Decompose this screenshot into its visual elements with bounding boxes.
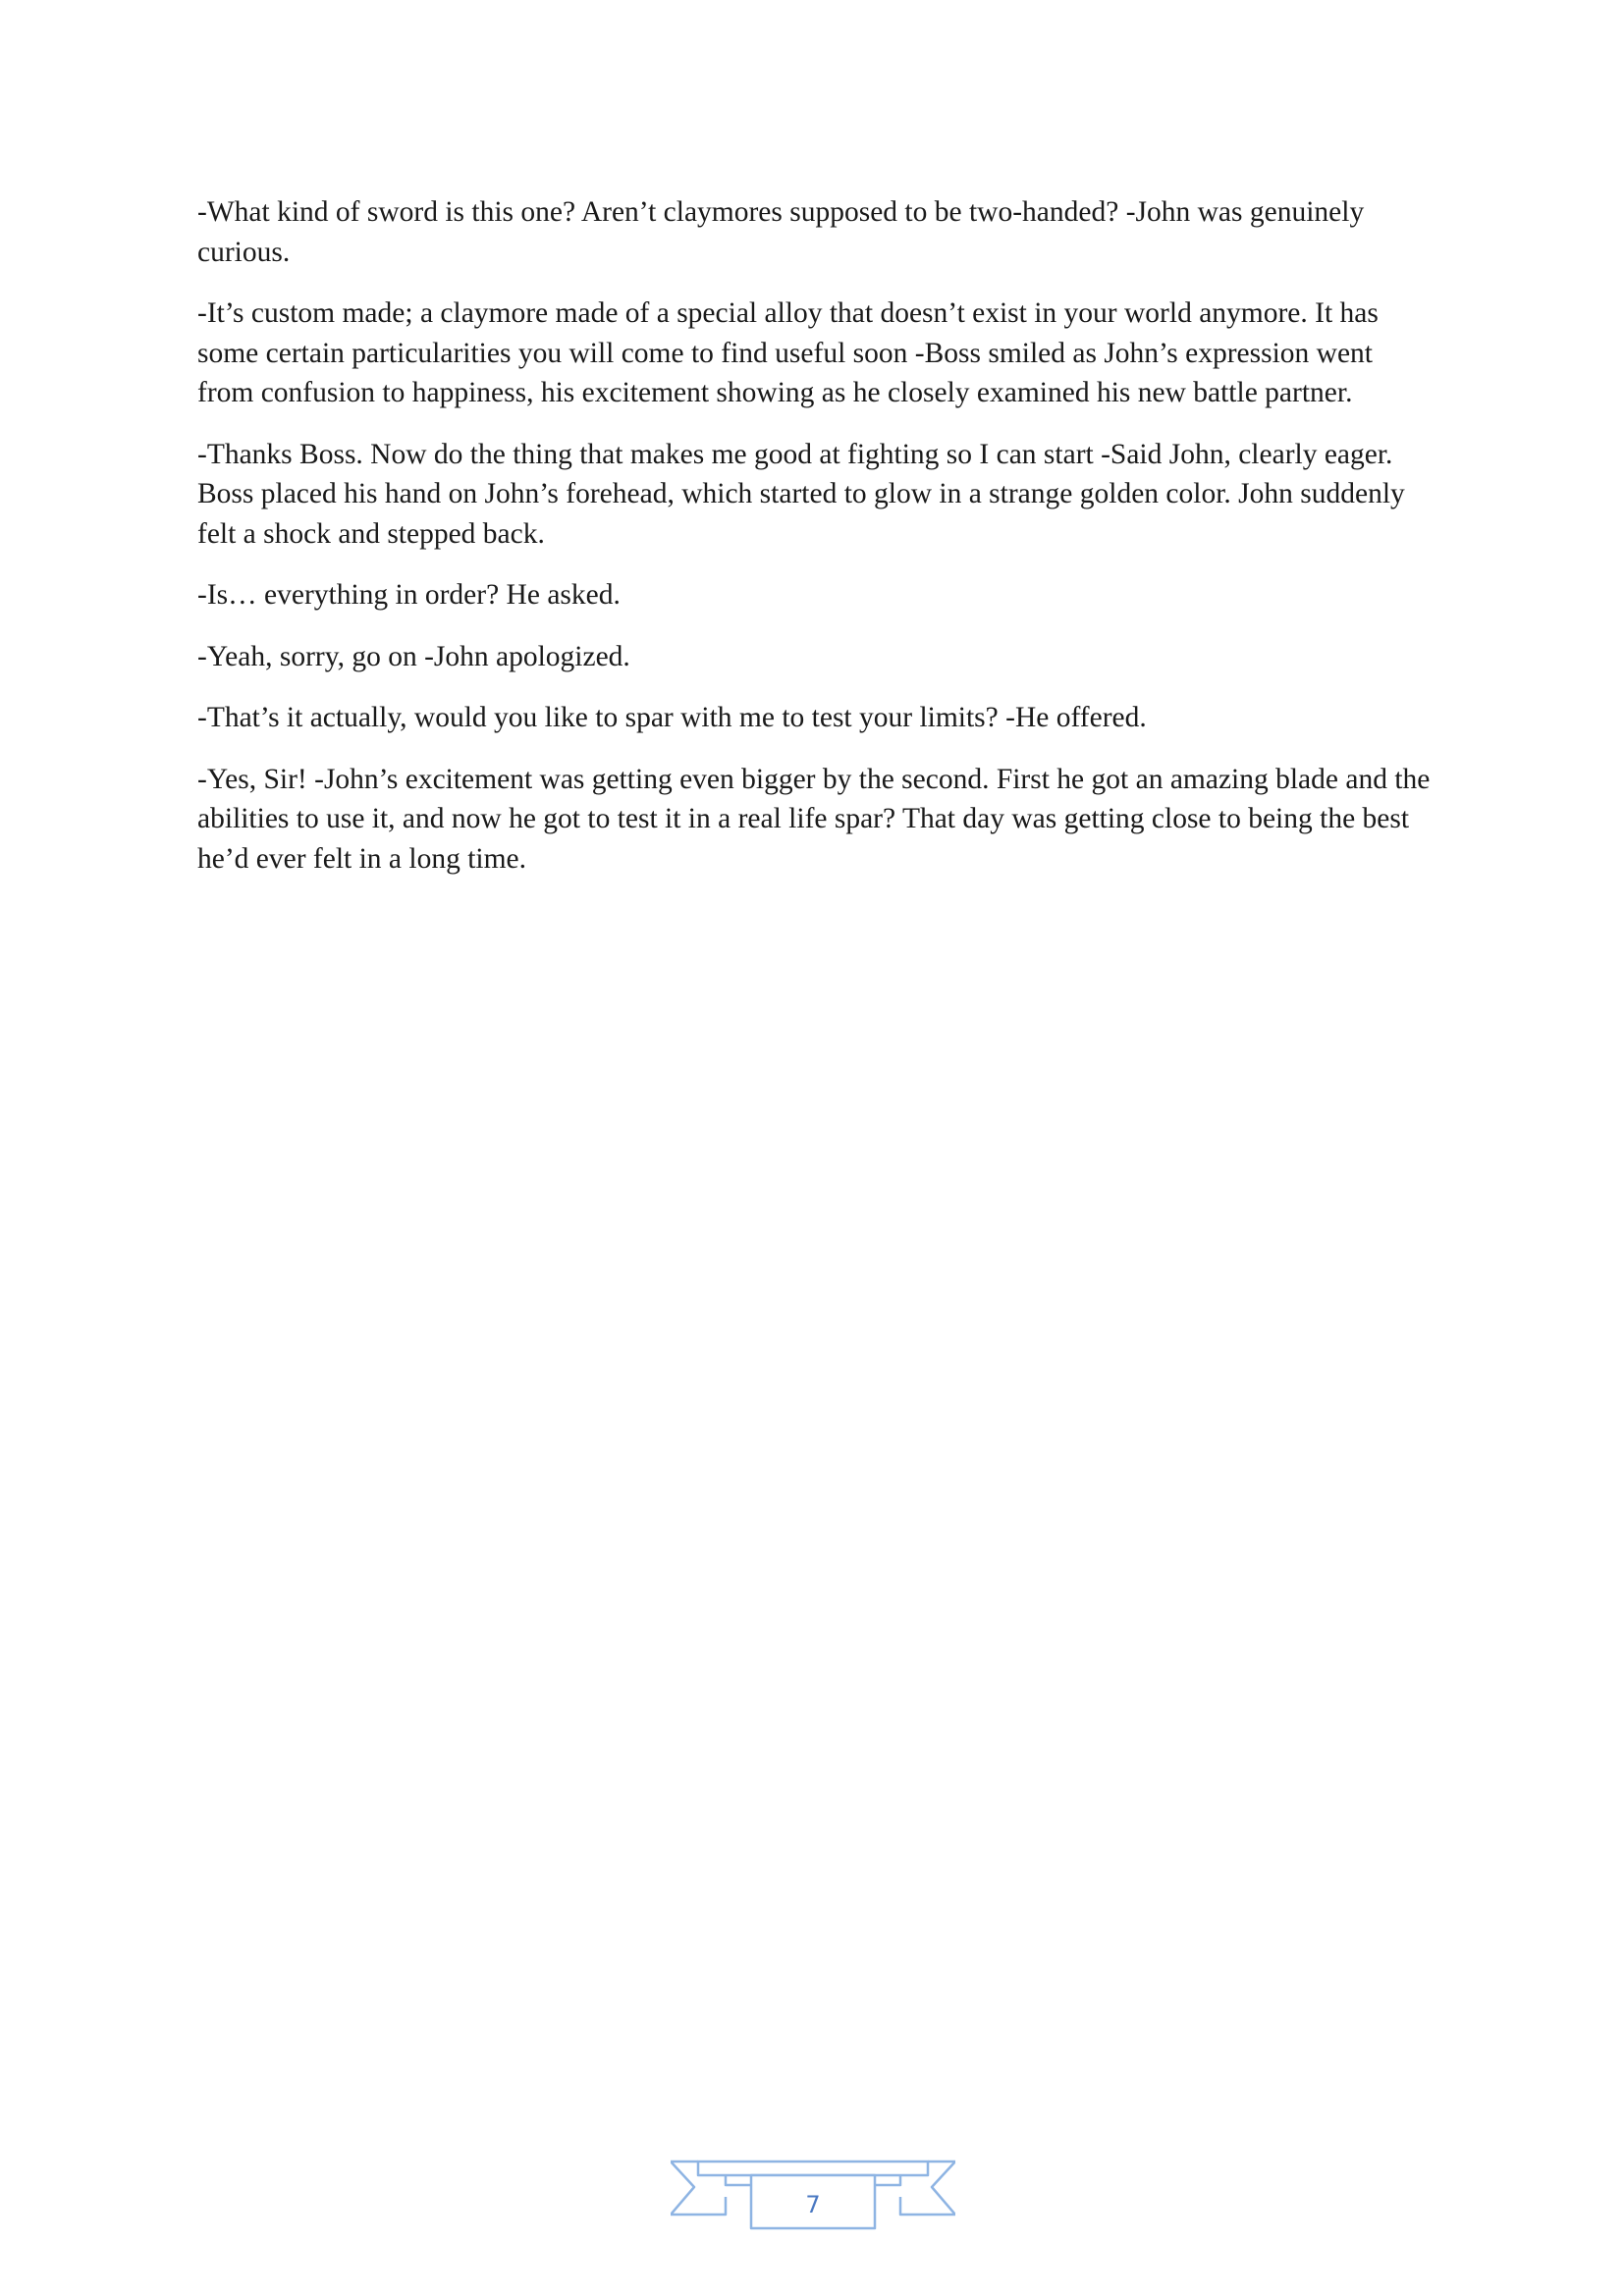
paragraph: -Thanks Boss. Now do the thing that makes me good at fighting so I can start -Said John, clearly eager. Boss placed his hand on John’s forehead, which started to glow in a strange golden color. John suddenly felt a shock and stepped back. (197, 438, 1405, 550)
page-number-banner (671, 2158, 955, 2246)
story-text (197, 192, 1435, 900)
page-number: 7 (805, 2191, 821, 2218)
paragraph: -Yeah, sorry, go on -John apologized. (197, 640, 630, 672)
paragraph: -What kind of sword is this one? Aren’t claymores supposed to be two-handed? -John was genuinely curious. (197, 196, 1365, 268)
paragraph: -Is… everything in order? He asked. (197, 579, 621, 611)
paragraph: -That’s it actually, would you like to spar with me to test your limits? -He offered. (197, 702, 1147, 733)
paragraph: -Yes, Sir! -John’s excitement was getting even bigger by the second. First he got an amazing blade and the abilities to use it, and now he got to test it in a real life spar? That day was getting close to being the best he’d ever felt in a long time. (197, 763, 1431, 875)
paragraph: -It’s custom made; a claymore made of a special alloy that doesn’t exist in your world anymore. It has some certain particularities you will come to find useful soon -Boss smiled as John’s expression went from confusion to happiness, his excitement showing as he closely examined his new battle partner. (197, 297, 1379, 408)
